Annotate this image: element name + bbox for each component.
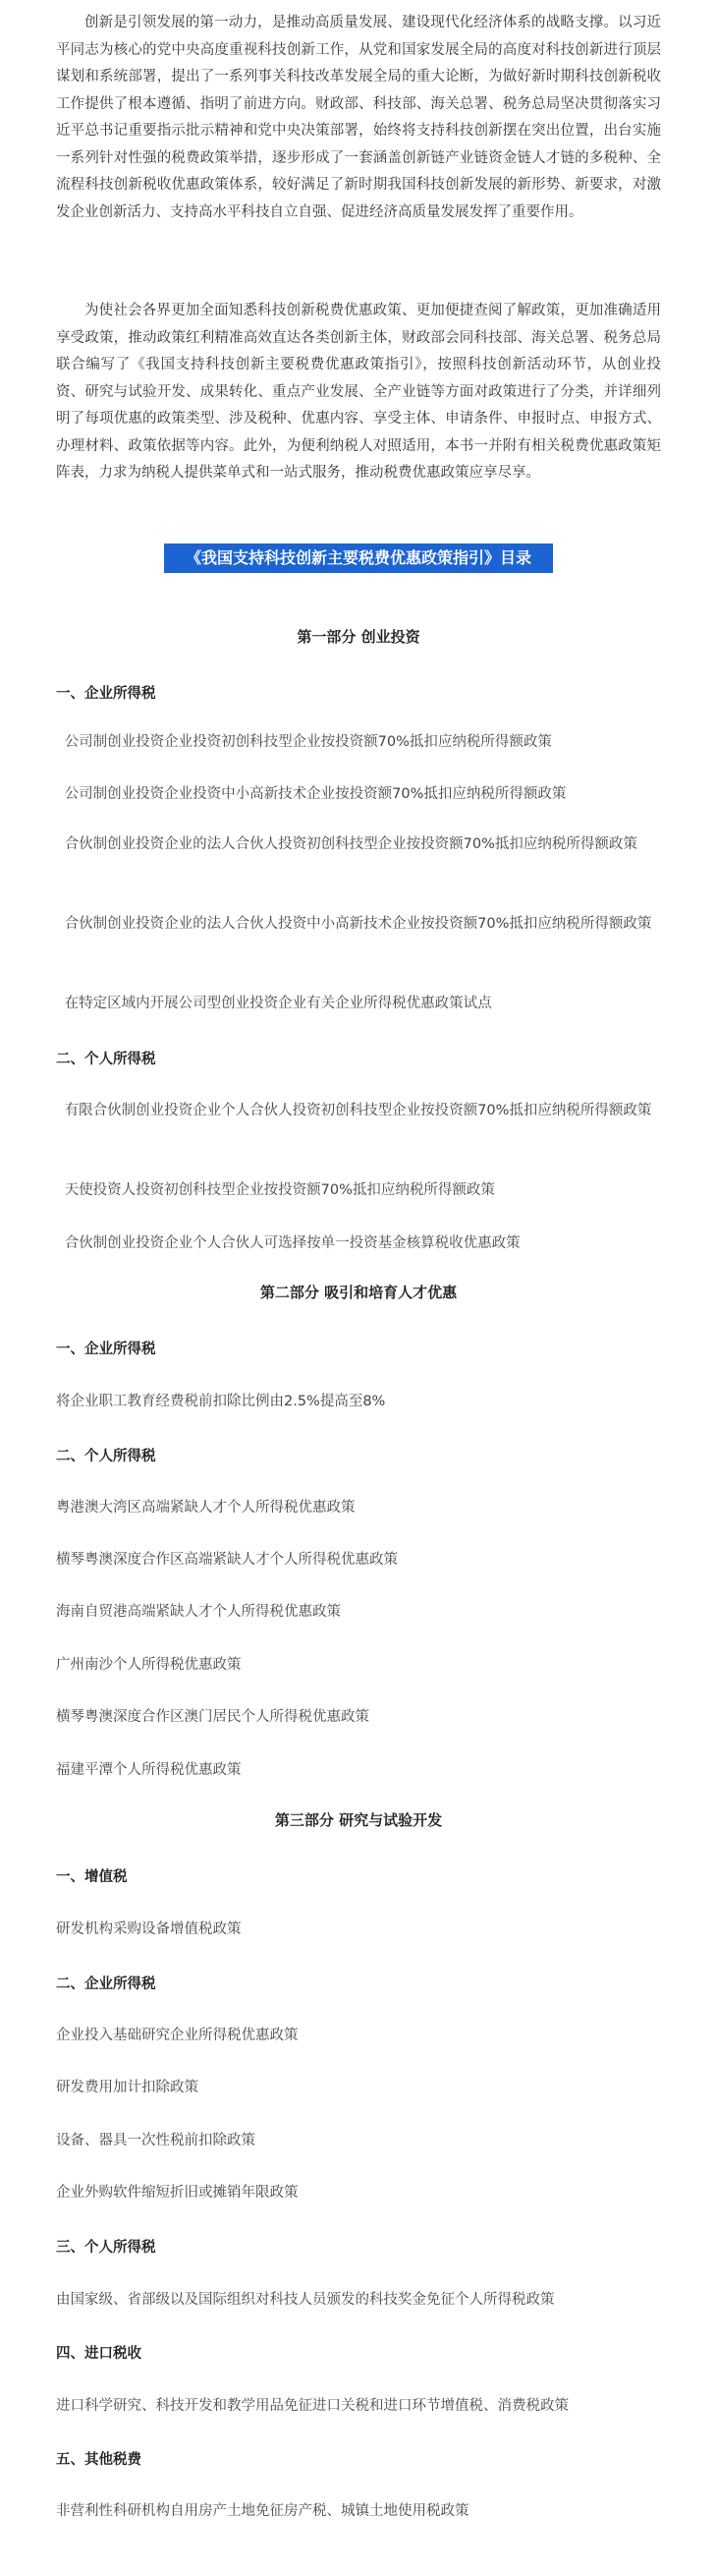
list-item: 公司制创业投资企业投资中小高新技术企业按投资额70%抵扣应纳税所得额政策: [64, 786, 567, 802]
list-item: 合伙制创业投资企业的法人合伙人投资初创科技型企业按投资额70%抵扣应纳税所得额政策: [64, 836, 637, 852]
list-item: 进口科学研究、科技开发和教学用品免征进口关税和进口环节增值税、消费税政策: [56, 2398, 569, 2414]
toc-banner: 《我国支持科技创新主要税费优惠政策指引》目录: [164, 544, 553, 573]
list-item: 由国家级、省部级以及国际组织对科技人员颁发的科技奖金免征个人所得税政策: [56, 2292, 555, 2308]
part1-category-individual-income-tax: 二、个人所得税: [56, 1052, 156, 1067]
list-item: 横琴粤澳深度合作区高端紧缺人才个人所得税优惠政策: [56, 1552, 398, 1568]
list-item: 横琴粤澳深度合作区澳门居民个人所得税优惠政策: [56, 1709, 369, 1725]
list-item: 广州南沙个人所得税优惠政策: [56, 1657, 242, 1673]
part2-category-individual-income-tax: 二、个人所得税: [56, 1449, 156, 1464]
list-item: 有限合伙制创业投资企业个人合伙人投资初创科技型企业按投资额70%抵扣应纳税所得额政策: [64, 1103, 652, 1118]
list-item: 非营利性科研机构自用房产土地免征房产税、城镇土地使用税政策: [56, 2503, 469, 2519]
list-item: 在特定区域内开展公司型创业投资企业有关企业所得税优惠政策试点: [64, 996, 492, 1011]
list-item: 天使投资人投资初创科技型企业按投资额70%抵扣应纳税所得额政策: [64, 1182, 495, 1198]
part2-category-corporate-income-tax: 一、企业所得税: [56, 1342, 156, 1357]
list-item: 企业外购软件缩短折旧或摊销年限政策: [56, 2185, 299, 2201]
part1-title: 第一部分 创业投资: [297, 628, 420, 646]
list-item: 公司制创业投资企业投资初创科技型企业按投资额70%抵扣应纳税所得额政策: [64, 734, 552, 750]
part3-category-vat: 一、增值税: [56, 1869, 128, 1885]
part3-category-corporate-income-tax: 二、企业所得税: [56, 1976, 156, 1992]
list-item: 研发机构采购设备增值税政策: [56, 1921, 242, 1937]
list-item: 福建平潭个人所得税优惠政策: [56, 1762, 242, 1778]
part3-category-other-taxes: 五、其他税费: [56, 2452, 141, 2468]
list-item: 合伙制创业投资企业个人合伙人可选择按单一投资基金核算税收优惠政策: [64, 1235, 521, 1251]
list-item: 粤港澳大湾区高端紧缺人才个人所得税优惠政策: [56, 1500, 356, 1516]
part3-category-import-tax: 四、进口税收: [56, 2346, 141, 2362]
list-item: 设备、器具一次性税前扣除政策: [56, 2133, 255, 2148]
list-item: 海南自贸港高端紧缺人才个人所得税优惠政策: [56, 1604, 341, 1620]
list-item: 研发费用加计扣除政策: [56, 2080, 198, 2095]
list-item: 合伙制创业投资企业的法人合伙人投资中小高新技术企业按投资额70%抵扣应纳税所得额政策: [64, 916, 652, 932]
intro-paragraph-2: 为使社会各界更加全面知悉科技创新税费优惠政策、更加便捷查阅了解政策，更加准确适用享受政策，推动政策红利精准高效直达各类创新主体，财政部会同科技部、海关总署、税务总局联合编写了《我国支持科技创新主要税费优惠政策指引》，按照科技创新活动环节，从创业投资、研究与试验开发、成果转化、重点产业发展、全产业链等方面对政策进行了分类，并详细列明了每项优惠的政策类型、涉及税种、优惠内容、享受主体、申请条件、申报时点、申报方式、办理材料、政策依据等内容。此外，为便利纳税人对照适用，本书一并附有相关税费优惠政策矩阵表，力求为纳税人提供菜单式和一站式服务，推动税费优惠政策应享尽享。: [56, 303, 661, 481]
part2-title: 第二部分 吸引和培育人才优惠: [259, 1284, 458, 1301]
part3-category-individual-income-tax: 三、个人所得税: [56, 2240, 156, 2256]
part1-category-corporate-income-tax: 一、企业所得税: [56, 686, 156, 702]
intro-paragraph-1: 创新是引领发展的第一动力，是推动高质量发展、建设现代化经济体系的战略支撑。以习近平同志为核心的党中央高度重视科技创新工作，从党和国家发展全局的高度对科技创新进行顶层谋划和系统部署，提出了一系列事关科技改革发展全局的重大论断，为做好新时期科技创新税收工作提供了根本遵循、指明了前进方向。财政部、科技部、海关总署、税务总局坚决贯彻落实习近平总书记重要指示批示精神和党中央决策部署，始终将支持科技创新摆在突出位置，出台实施一系列针对性强的税费政策举措，逐步形成了一套涵盖创新链产业链资金链人才链的多税种、全流程科技创新税收优惠政策体系，较好满足了新时期我国科技创新发展的新形势、新要求，对激发企业创新活力、支持高水平科技自立自强、促进经济高质量发展发挥了重要作用。: [56, 15, 661, 220]
part3-title: 第三部分 研究与试验开发: [274, 1811, 443, 1829]
list-item: 将企业职工教育经费税前扣除比例由2.5%提高至8%: [56, 1394, 386, 1409]
list-item: 企业投入基础研究企业所得税优惠政策: [56, 2028, 299, 2043]
